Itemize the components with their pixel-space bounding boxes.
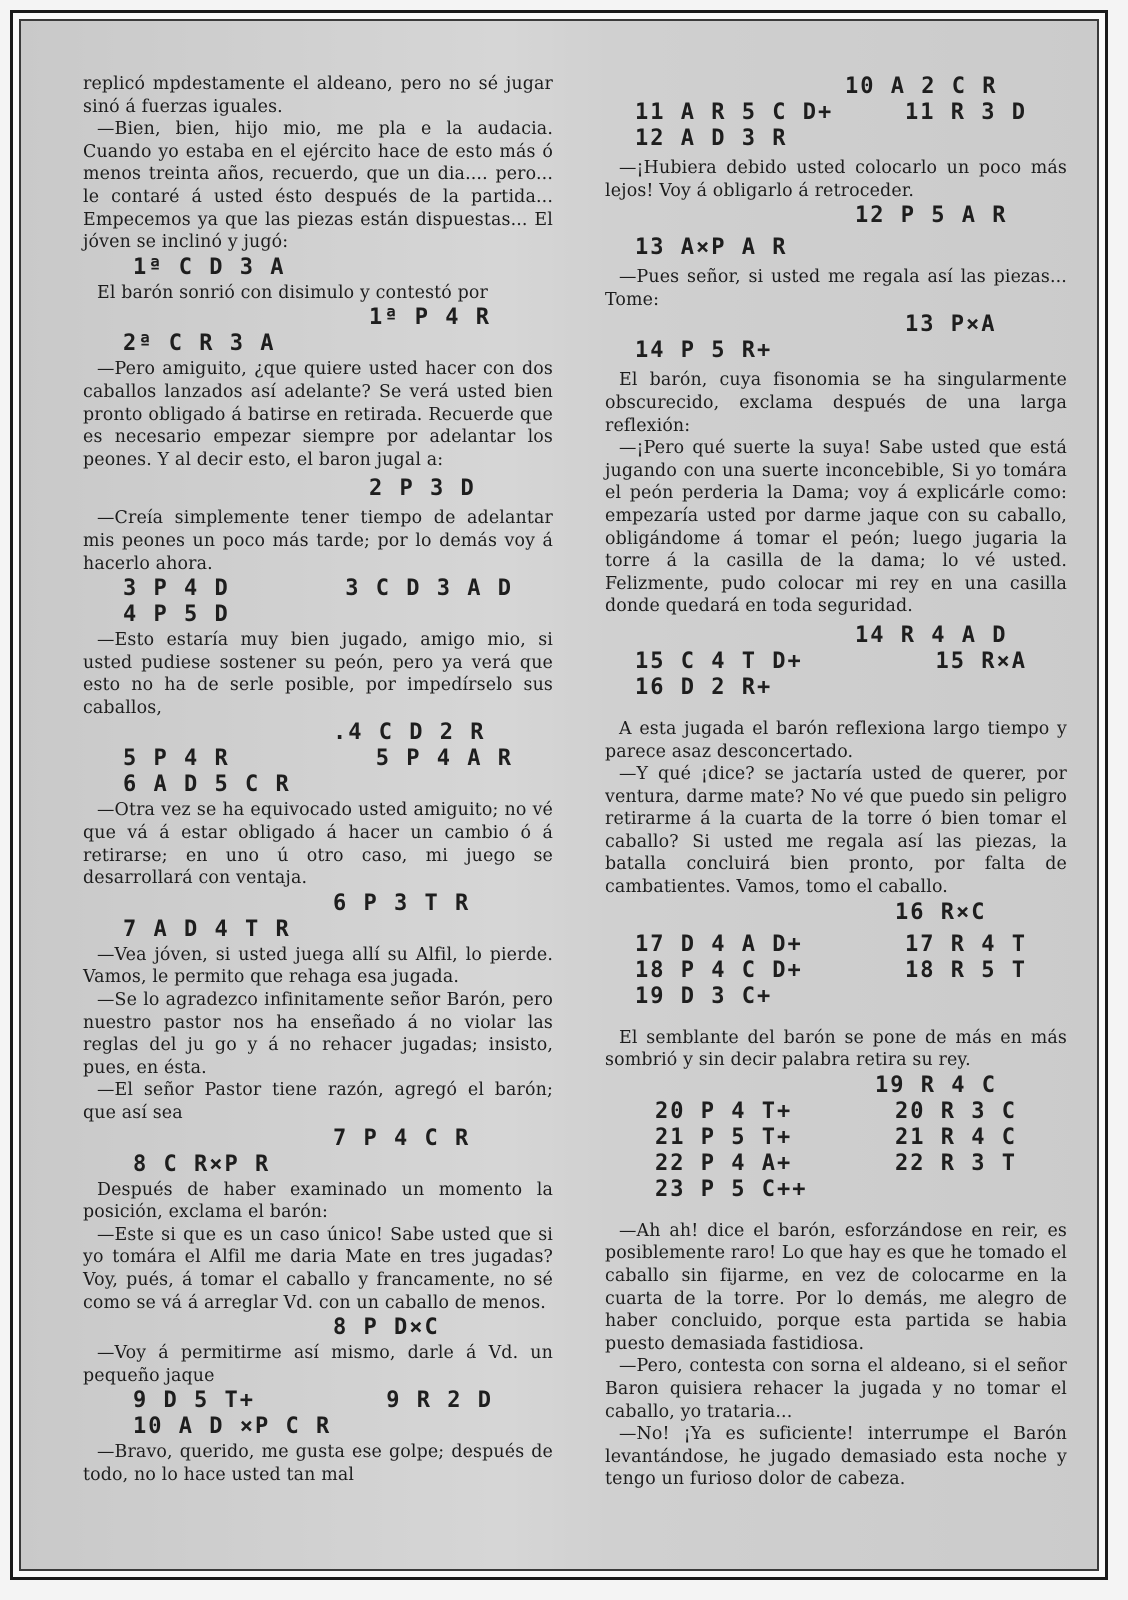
chess-move: 6 A D 5 C R (123, 772, 291, 798)
paragraph: —Este si que es un caso único! Sabe usted que si yo tomára el Alfil me daria Mate en tres jugadas? Voy, pués, á tomar el caballo y francamente, no sé como se vá á arreglar Vd. con un caballo de menos. (83, 1224, 553, 1313)
chess-move: 14 P 5 R+ (635, 338, 773, 364)
paragraph: —Y qué ¡dice? se jactaría usted de querer, por ventura, darme mate? No vé que puedo sin peligro retirarme á la cuarta de la torre ó bien tomar el caballo? Si usted me regala así las piezas, la batalla concluirá bien pronto, por falta de cambatientes. Vamos, tomo el caballo. (605, 764, 1067, 898)
chess-move: 6 P 3 T R (333, 890, 471, 916)
move-row (83, 577, 553, 601)
paragraph: —Bravo, querido, me gusta ese golpe; después de todo, no lo hace usted tan mal (83, 1442, 553, 1485)
chess-move: 8 P D⨯C (333, 1315, 440, 1341)
chess-move: .4 C D 2 R (333, 720, 486, 746)
move-row (605, 959, 1067, 983)
chess-move: 5 P 4 R (123, 746, 230, 772)
move-row (605, 933, 1067, 957)
chess-move: 13 P⨯A (905, 312, 997, 338)
chess-move: 11 A R 5 C D+ (635, 100, 834, 125)
move-row (605, 1152, 1067, 1176)
paragraph: Después de haber examinado un momento la posición, exclama el barón: (83, 1179, 553, 1223)
chess-move: 22 P 4 A+ (655, 1150, 793, 1176)
chess-move: 8 C R⨯P R (133, 1151, 271, 1177)
paragraph: —Ah ah! dice el barón, esforzándose en reir, es posiblemente raro! Lo que hay es que he tomado el caballo sin fijarme, en vez de colocarme en la cuarta de la torre. Por lo demás, me alegro de haber concluido, porque esta partida se habia puesto demasiada fastidiosa. (605, 1220, 1067, 1354)
newspaper-page (19, 19, 1099, 1571)
chess-move: 12 A D 3 R (635, 126, 788, 151)
chess-move: 23 P 5 C++ (655, 1176, 808, 1202)
paragraph: —Esto estaría muy bien jugado, amigo mio, si usted pudiese sostener su peón, pero ya verá que esto no ha de serle posible, por impedírselo sus caballos, (83, 630, 553, 718)
left-column (83, 73, 553, 1487)
chess-move: 20 R 3 C (895, 1098, 1017, 1124)
chess-move: 13 A⨯P A R (635, 235, 788, 261)
chess-move: 7 P 4 C R (333, 1125, 471, 1151)
move-row (605, 1100, 1067, 1124)
paragraph: —El señor Pastor tiene razón, agregó el barón; que así sea (83, 1080, 553, 1123)
move-row (605, 101, 1067, 125)
chess-move: 5 P 4 A R (375, 746, 513, 772)
chess-move: 15 C 4 T D+ (635, 648, 803, 674)
move-row (605, 650, 1067, 674)
paragraph: A esta jugada el barón reflexiona largo tiempo y parece asaz desconcertado. (605, 718, 1067, 762)
chess-move: 1ª P 4 R (369, 305, 491, 331)
chess-move: 2ª C R 3 A (123, 331, 276, 357)
chess-move: 17 R 4 T (905, 931, 1027, 957)
chess-move: 3 C D 3 A D (345, 576, 513, 602)
paragraph: —Pero, contesta con sorna el aldeano, si el señor Baron quisiera rehacer la jugada y no tomar el caballo, yo trataria... (605, 1356, 1067, 1422)
paragraph: —Creía simplemente tener tiempo de adelantar mis peones un poco más tarde; por lo demás voy á hacerlo ahora. (83, 508, 553, 574)
chess-move: 3 P 4 D (123, 576, 230, 602)
chess-move: 1ª C D 3 A (133, 254, 286, 280)
chess-move: 20 P 4 T+ (655, 1098, 793, 1124)
paragraph: —Se lo agradezco infinitamente señor Barón, pero nuestro pastor nos ha enseñado á no violar las reglas del ju go y á no rehacer jugadas; insisto, pues, en ésta. (83, 990, 553, 1078)
paragraph: —Vea jóven, si usted juega allí su Alfil, lo pierde. Vamos, le permito que rehaga esa jugada. (83, 944, 553, 988)
right-column (605, 73, 1067, 1491)
chess-move: 10 A D ⨯P C R (133, 1414, 332, 1440)
chess-move: 18 P 4 C D+ (635, 957, 803, 983)
chess-move: 22 R 3 T (895, 1150, 1017, 1176)
move-row (605, 1126, 1067, 1150)
paragraph: —Voy á permitirme así mismo, darle á Vd. un pequeño jaque (83, 1343, 553, 1386)
paragraph: El barón sonrió con disimulo y contestó por (97, 282, 488, 303)
outer-frame (10, 10, 1108, 1580)
chess-move: 21 R 4 C (895, 1124, 1017, 1150)
chess-move: 10 A 2 C R (845, 74, 998, 99)
paragraph: —Pues señor, si usted me regala así las piezas... Tome: (605, 267, 1067, 310)
chess-move: 7 A D 4 T R (123, 916, 291, 942)
paragraph: El barón, cuya fisonomia se ha singularmente obscurecido, exclama después de una larga reflexión: (605, 370, 1067, 436)
paragraph: —¡Hubiera debido usted colocarlo un poco más lejos! Voy á obligarlo á retroceder. (605, 158, 1067, 201)
chess-move: 21 P 5 T+ (655, 1124, 793, 1150)
chess-move: 17 D 4 A D+ (635, 931, 803, 957)
chess-move: 16 D 2 R+ (635, 674, 773, 700)
chess-move: 15 R⨯A (935, 648, 1027, 674)
chess-move: 16 R⨯C (895, 899, 987, 925)
chess-move: 18 R 5 T (905, 957, 1027, 983)
chess-move: 9 R 2 D (386, 1388, 493, 1414)
paragraph: replicó mpdestamente el aldeano, pero no sé jugar sinó á fuerzas iguales. (83, 74, 553, 117)
chess-move: 19 D 3 C+ (635, 983, 773, 1009)
chess-move: 19 R 4 C (875, 1072, 997, 1098)
paragraph: —Otra vez se ha equivocado usted amiguito; no vé que vá á estar obligado á hacer un cambio ó á retirarse; en uno ú otro caso, mi juego se desarrollará con ventaja. (83, 800, 553, 889)
chess-move: 12 P 5 A R (855, 203, 1008, 229)
chess-move: 9 D 5 T+ (133, 1388, 255, 1414)
paragraph: —Bien, bien, hijo mio, me pla e la audacia. Cuando yo estaba en el ejército hace de esto más ó menos treinta años, recuerdo, que un dia.... pero... le contaré á usted ésto después de la partida... Empecemos ya que las piezas están dispuestas... El jóven se inclinó y jugó: (83, 119, 553, 253)
move-row (83, 1389, 553, 1413)
paragraph: —No! ¡Ya es suficiente! interrumpe el Barón levantándose, he jugado demasiado esta noche y tengo un furioso dolor de cabeza. (605, 1424, 1067, 1490)
paragraph: —Pero amiguito, ¿que quiere usted hacer con dos caballos lanzados así adelante? Se verá usted bien pronto obligado á batirse en retirada. Recuerde que es necesario empezar siempre por adelantar los peones. Y al decir esto, el baron jugal a: (83, 359, 553, 470)
chess-move: 2 P 3 D (369, 476, 476, 502)
paragraph: —¡Pero qué suerte la suya! Sabe usted que está jugando con una suerte inconcebible, Si yo tomára el peón perderia la Dama; voy á explicárle como: empezaría usted por darme jaque con su caballo, obligándome á tomar el peón; luego jugaria la torre á la casilla de la dama; lo vé usted. Felizmente, pudo colocar mi rey en una casilla donde quedará en toda seguridad. (605, 438, 1067, 617)
move-row (83, 747, 553, 771)
chess-move: 11 R 3 D (905, 100, 1027, 125)
paragraph: El semblante del barón se pone de más en más sombrió y sin decir palabra retira su rey. (605, 1027, 1067, 1071)
chess-move: 4 P 5 D (123, 602, 230, 628)
chess-move: 14 R 4 A D (855, 622, 1008, 648)
